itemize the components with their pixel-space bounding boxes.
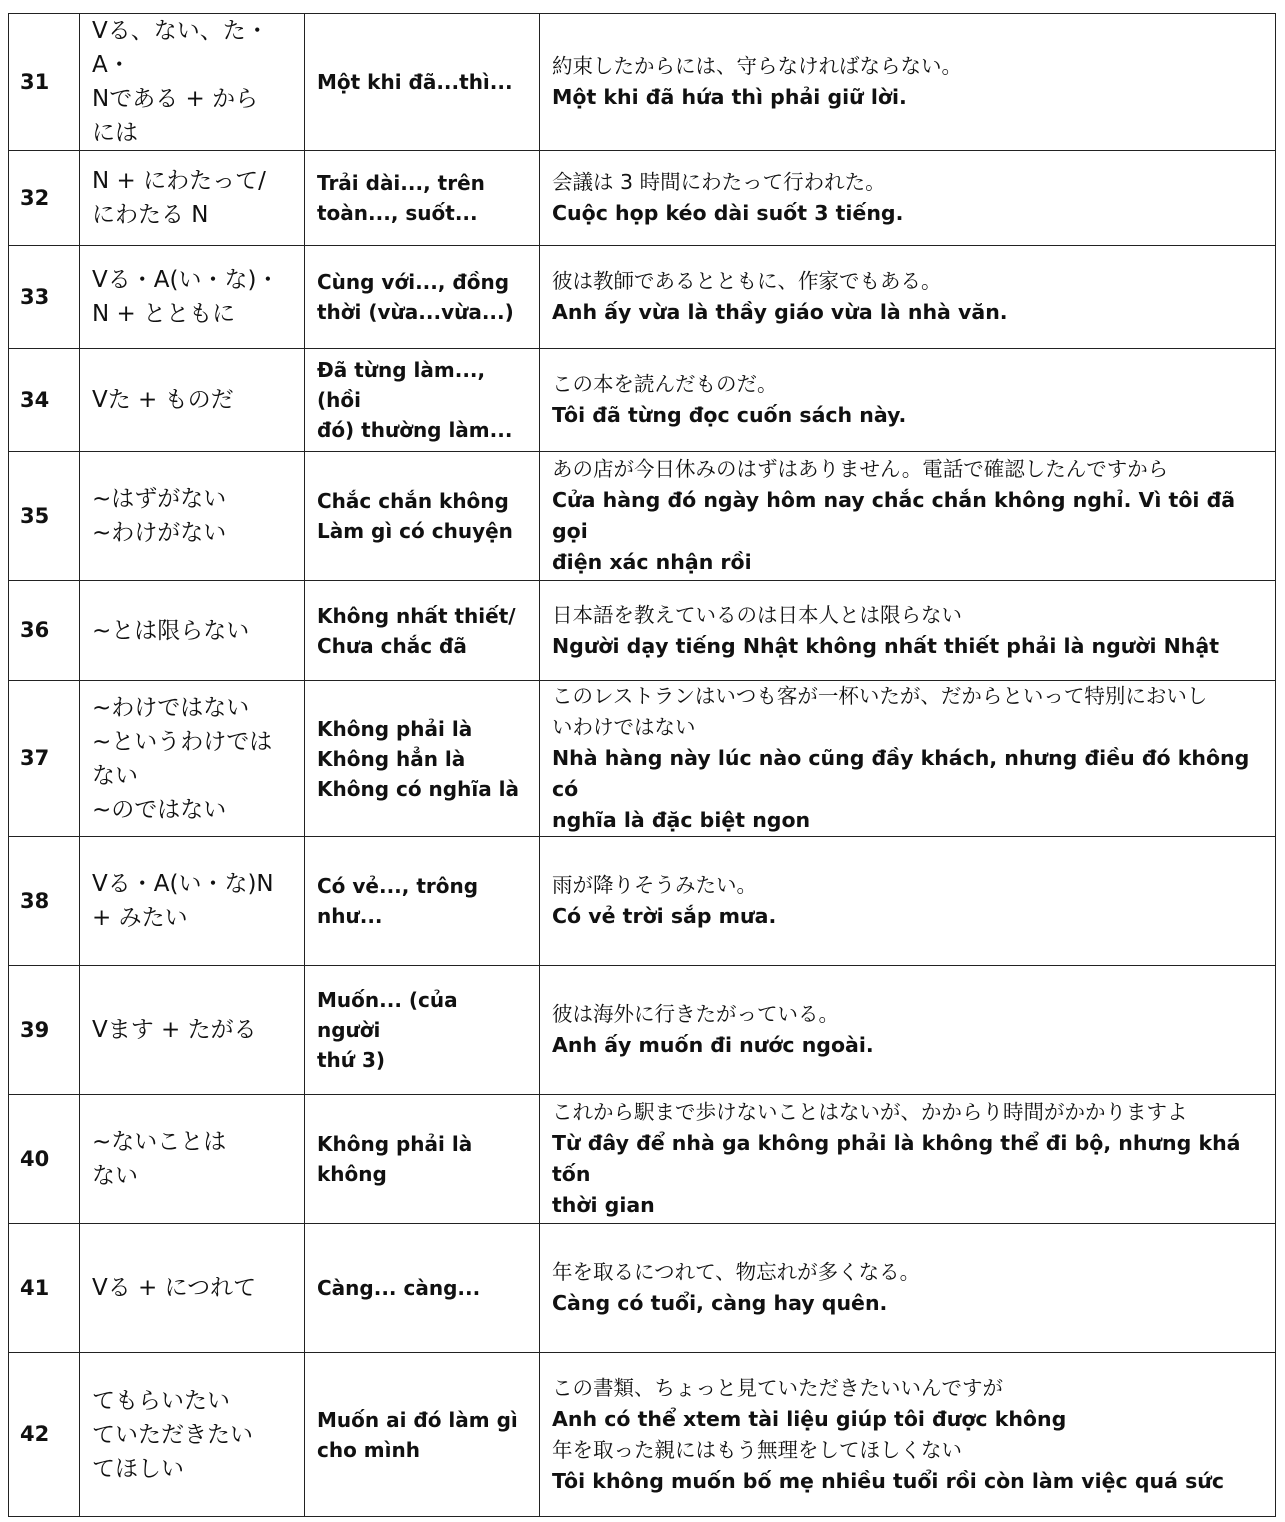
example-vietnamese: Anh ấy muốn đi nước ngoài. (552, 1033, 874, 1057)
grammar-meaning-line: cho mình (317, 1437, 420, 1462)
grammar-pattern-line: には (92, 120, 138, 146)
grammar-example (540, 581, 1276, 681)
grammar-meaning-line: Chưa chắc đã (317, 633, 467, 658)
grammar-pattern (80, 14, 305, 151)
example-japanese: これから駅まで歩けないことはないが、かからり時間がかかりますよ (552, 1100, 1188, 1124)
row-number: 37 (9, 681, 80, 837)
grammar-pattern-line: Vる、ない、た・A・ (92, 18, 269, 78)
example-vietnamese: Anh ấy vừa là thầy giáo vừa là nhà văn. (552, 300, 1008, 324)
grammar-pattern-line: ~ないことは (92, 1129, 227, 1155)
grammar-pattern-line: Vる・A(い・な)・ (92, 267, 280, 293)
grammar-pattern-line: ていただきたい (92, 1421, 253, 1448)
example-japanese: このレストランはいつも客が一杯いたが、だからといって特別においし (552, 684, 1208, 708)
table-body (9, 14, 1276, 1517)
example-japanese: 日本語を教えているのは日本人とは限らない (552, 602, 962, 627)
example-vietnamese: điện xác nhận rồi (552, 550, 752, 574)
example-vietnamese: Nhà hàng này lúc nào cũng đầy khách, nhưng điều đó không có (552, 746, 1257, 801)
row-number: 41 (9, 1224, 80, 1353)
row-number: 40 (9, 1095, 80, 1224)
grammar-meaning (305, 681, 540, 837)
table-row (9, 681, 1276, 837)
table-row (9, 1095, 1276, 1224)
table-row (9, 14, 1276, 151)
grammar-meaning-line: Trải dài..., trên (317, 171, 485, 195)
row-number: 32 (9, 151, 80, 246)
grammar-pattern (80, 1224, 305, 1353)
grammar-pattern-line: Vます + たがる (92, 1017, 257, 1043)
grammar-pattern-line: ~のではない (92, 796, 227, 823)
example-vietnamese: Cuộc họp kéo dài suốt 3 tiếng. (552, 201, 904, 225)
grammar-meaning (305, 1224, 540, 1353)
example-vietnamese: nghĩa là đặc biệt ngon (552, 808, 811, 832)
grammar-meaning-line: Có vẻ..., trông (317, 874, 479, 898)
grammar-meaning-line: đó) thường làm... (317, 418, 513, 442)
grammar-meaning-line: Càng... càng... (317, 1276, 481, 1300)
row-number: 39 (9, 966, 80, 1095)
grammar-meaning-line: Muốn... (của người (317, 988, 465, 1042)
example-vietnamese: Càng có tuổi, càng hay quên. (552, 1291, 888, 1315)
example-japanese: いわけではない (552, 715, 696, 739)
grammar-pattern (80, 151, 305, 246)
example-vietnamese: Anh có thể xtem tài liệu giúp tôi được không (552, 1406, 1067, 1431)
grammar-example (540, 1353, 1276, 1517)
grammar-pattern-line: Vる + につれて (92, 1275, 257, 1301)
grammar-pattern-line: Vた + ものだ (92, 387, 234, 413)
table-row (9, 246, 1276, 349)
grammar-pattern (80, 246, 305, 349)
grammar-meaning-line: Làm gì có chuyện (317, 519, 513, 543)
example-japanese: 彼は海外に行きたがっている。 (552, 1002, 839, 1026)
table-row (9, 966, 1276, 1095)
grammar-pattern-line: ~というわけでは (92, 728, 273, 755)
example-vietnamese: Có vẻ trời sắp mưa. (552, 904, 777, 928)
grammar-meaning-line: không (317, 1162, 387, 1186)
grammar-pattern-line: Vる・A(い・な)N (92, 871, 274, 897)
example-japanese: あの店が今日休みのはずはありません。電話で確認したんですから (552, 457, 1169, 481)
grammar-meaning-line: Không hẳn là (317, 746, 466, 771)
row-number: 34 (9, 349, 80, 452)
table-row (9, 349, 1276, 452)
row-number: 35 (9, 452, 80, 581)
grammar-meaning (305, 246, 540, 349)
grammar-pattern-line: ~わけではない (92, 694, 250, 721)
grammar-pattern-line: Nである + から (92, 86, 259, 112)
grammar-meaning (305, 14, 540, 151)
grammar-meaning (305, 349, 540, 452)
grammar-pattern-line: N + とともに (92, 301, 236, 327)
example-japanese: 年を取った親にはもう無理をしてほしくない (552, 1437, 962, 1462)
table-row (9, 1353, 1276, 1517)
grammar-meaning-line: toàn..., suốt... (317, 201, 478, 225)
grammar-pattern-line: N + にわたって/ (92, 168, 266, 194)
grammar-pattern (80, 966, 305, 1095)
grammar-pattern (80, 837, 305, 966)
grammar-pattern-line: ~わけがない (92, 520, 227, 546)
grammar-pattern-line: + みたい (92, 905, 188, 931)
grammar-pattern-line: ~とは限らない (92, 617, 250, 644)
grammar-meaning-line: Không phải là (317, 716, 473, 741)
grammar-meaning (305, 1353, 540, 1517)
row-number: 42 (9, 1353, 80, 1517)
grammar-meaning-line: Cùng với..., đồng (317, 270, 510, 294)
row-number: 33 (9, 246, 80, 349)
grammar-example (540, 246, 1276, 349)
grammar-pattern-line: てもらいたい (92, 1387, 230, 1414)
row-number: 38 (9, 837, 80, 966)
example-vietnamese: Tôi không muốn bố mẹ nhiều tuổi rồi còn làm việc quá sức (552, 1468, 1225, 1493)
example-japanese: この本を読んだものだ。 (552, 372, 778, 396)
grammar-meaning (305, 151, 540, 246)
grammar-meaning (305, 581, 540, 681)
example-japanese: この書類、ちょっと見ていただきたいいんですが (552, 1375, 1003, 1400)
grammar-meaning (305, 837, 540, 966)
grammar-example (540, 1095, 1276, 1224)
grammar-example (540, 151, 1276, 246)
example-vietnamese: Một khi đã hứa thì phải giữ lời. (552, 85, 907, 109)
grammar-example (540, 1224, 1276, 1353)
grammar-pattern (80, 1095, 305, 1224)
grammar-meaning-line: Chắc chắn không (317, 489, 509, 513)
example-japanese: 年を取るにつれて、物忘れが多くなる。 (552, 1260, 921, 1284)
grammar-pattern (80, 349, 305, 452)
example-japanese: 雨が降りそうみたい。 (552, 873, 757, 897)
row-number: 36 (9, 581, 80, 681)
example-japanese: 会議は 3 時間にわたって行われた。 (552, 170, 886, 194)
grammar-meaning-line: Không phải là (317, 1132, 473, 1156)
grammar-meaning-line: thời (vừa...vừa...) (317, 300, 514, 324)
grammar-meaning-line: Không nhất thiết/ (317, 603, 516, 628)
grammar-example (540, 14, 1276, 151)
example-vietnamese: Tôi đã từng đọc cuốn sách này. (552, 403, 907, 427)
grammar-pattern (80, 681, 305, 837)
grammar-meaning (305, 966, 540, 1095)
grammar-pattern-line: ない (92, 762, 138, 789)
example-japanese: 彼は教師であるとともに、作家でもある。 (552, 269, 942, 293)
example-japanese: 約束したからには、守らなければならない。 (552, 54, 962, 78)
grammar-example (540, 349, 1276, 452)
table-row (9, 1224, 1276, 1353)
grammar-example (540, 452, 1276, 581)
grammar-pattern-line: てほしい (92, 1455, 184, 1482)
grammar-example (540, 837, 1276, 966)
grammar-meaning-line: Không có nghĩa là (317, 776, 520, 801)
example-vietnamese: Từ đây để nhà ga không phải là không thể đi bộ, nhưng khá tốn (552, 1131, 1248, 1186)
grammar-pattern (80, 1353, 305, 1517)
grammar-meaning (305, 452, 540, 581)
grammar-example (540, 681, 1276, 837)
grammar-pattern (80, 581, 305, 681)
table-row (9, 151, 1276, 246)
grammar-meaning (305, 1095, 540, 1224)
grammar-example (540, 966, 1276, 1095)
grammar-table (8, 13, 1276, 1517)
grammar-pattern (80, 452, 305, 581)
grammar-pattern-line: ~はずがない (92, 486, 227, 512)
grammar-pattern-line: にわたる N (92, 202, 209, 228)
grammar-meaning-line: như... (317, 904, 383, 928)
grammar-meaning-line: Muốn ai đó làm gì (317, 1407, 518, 1432)
table-row (9, 452, 1276, 581)
grammar-pattern-line: ない (92, 1163, 138, 1189)
example-vietnamese: Cửa hàng đó ngày hôm nay chắc chắn không nghỉ. Vì tôi đã gọi (552, 488, 1243, 543)
table-row (9, 581, 1276, 681)
example-vietnamese: thời gian (552, 1193, 655, 1217)
example-vietnamese: Người dạy tiếng Nhật không nhất thiết phải là người Nhật (552, 633, 1220, 658)
grammar-meaning-line: thứ 3) (317, 1048, 386, 1072)
table-row (9, 837, 1276, 966)
grammar-meaning-line: Đã từng làm..., (hồi (317, 358, 493, 412)
grammar-meaning-line: Một khi đã...thì... (317, 70, 513, 94)
row-number: 31 (9, 14, 80, 151)
